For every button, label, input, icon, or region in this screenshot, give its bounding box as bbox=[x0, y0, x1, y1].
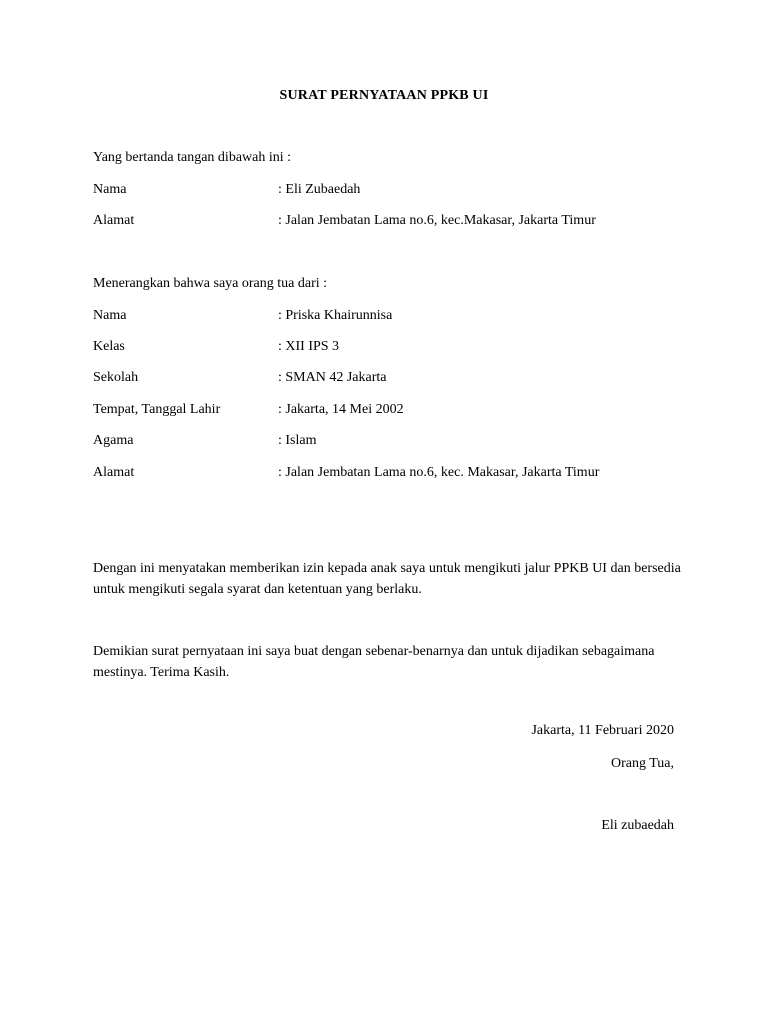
closing-paragraph: Demikian surat pernyataan ini saya buat dengan sebenar-benarnya dan untuk dijadikan sebagaimana mestinya. Terima Kasih. bbox=[93, 644, 655, 680]
field-value: : Priska Khairunnisa bbox=[278, 308, 393, 323]
document-title: SURAT PERNYATAAN PPKB UI bbox=[279, 88, 489, 103]
field-label: Sekolah bbox=[93, 370, 139, 385]
permission-paragraph: Dengan ini menyatakan memberikan izin kepada anak saya untuk mengikuti jalur PPKB UI dan bersedia untuk mengikuti segala syarat dan ketentuan yang berlaku. bbox=[93, 561, 681, 597]
field-value: : SMAN 42 Jakarta bbox=[278, 370, 387, 385]
field-label: Alamat bbox=[93, 213, 135, 228]
field-label: Agama bbox=[93, 433, 134, 448]
field-label: Tempat, Tanggal Lahir bbox=[93, 402, 221, 417]
field-label: Nama bbox=[93, 182, 127, 197]
field-value: : XII IPS 3 bbox=[278, 339, 340, 354]
field-value: : Eli Zubaedah bbox=[278, 182, 361, 197]
field-value: : Jakarta, 14 Mei 2002 bbox=[278, 402, 404, 417]
field-label: Nama bbox=[93, 308, 127, 323]
field-label: Kelas bbox=[93, 339, 125, 354]
field-value: : Islam bbox=[278, 433, 317, 448]
field-value: : Jalan Jembatan Lama no.6, kec. Makasar, Jakarta Timur bbox=[278, 465, 600, 480]
statement-intro: Menerangkan bahwa saya orang tua dari : bbox=[93, 276, 328, 291]
intro-text: Yang bertanda tangan dibawah ini : bbox=[93, 150, 292, 165]
place-date: Jakarta, 11 Februari 2020 bbox=[531, 723, 674, 738]
signature-name: Eli zubaedah bbox=[601, 818, 674, 833]
field-value: : Jalan Jembatan Lama no.6, kec.Makasar, Jakarta Timur bbox=[278, 213, 596, 228]
closing-role: Orang Tua, bbox=[610, 756, 674, 771]
field-label: Alamat bbox=[93, 465, 135, 480]
